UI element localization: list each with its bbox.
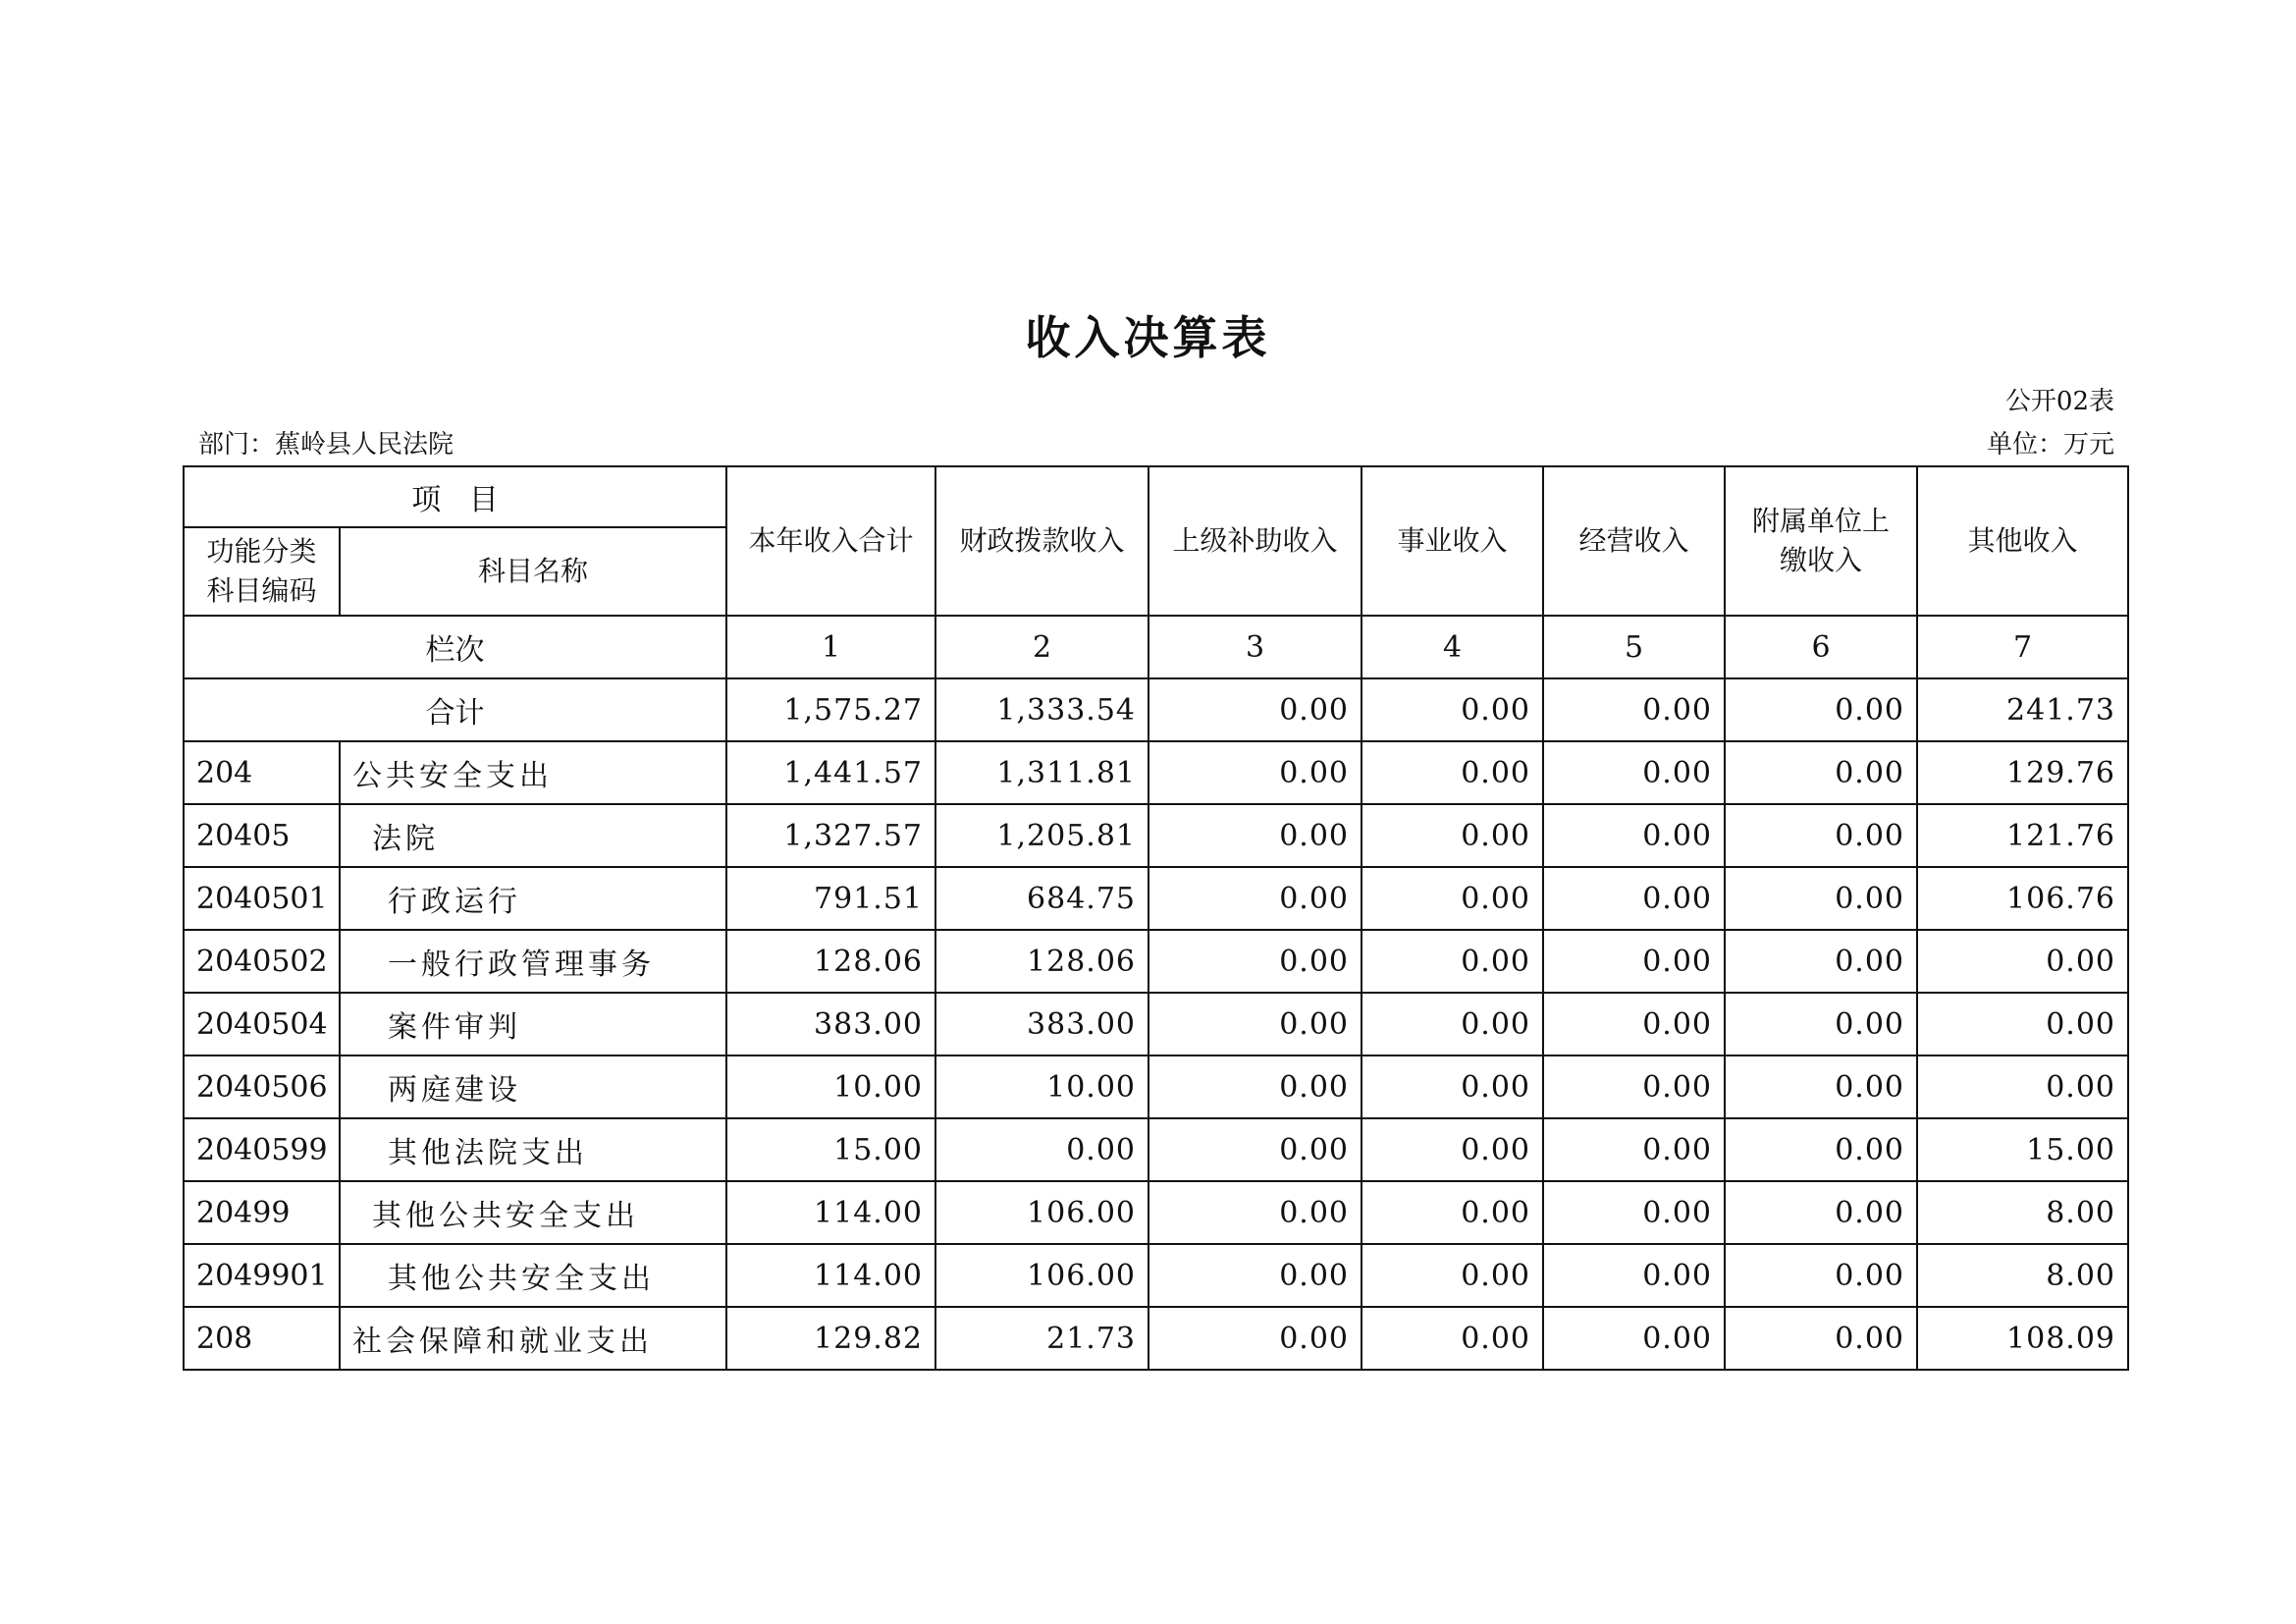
row-value: 1,327.57 <box>726 804 935 867</box>
row-value: 106.00 <box>935 1181 1148 1244</box>
column-index-4: 4 <box>1362 616 1543 678</box>
row-value: 108.09 <box>1917 1307 2128 1370</box>
table-row <box>184 867 2128 930</box>
row-value: 114.00 <box>726 1244 935 1307</box>
table-row <box>184 1181 2128 1244</box>
table-row <box>184 1118 2128 1181</box>
row-subject-name: 行政运行 <box>340 867 726 930</box>
row-value: 0.00 <box>1917 993 2128 1056</box>
row-code: 2040599 <box>184 1118 340 1181</box>
row-value: 15.00 <box>1917 1118 2128 1181</box>
row-subject-name: 其他法院支出 <box>340 1118 726 1181</box>
row-value: 121.76 <box>1917 804 2128 867</box>
header-col-6: 附属单位上缴收入 <box>1725 466 1917 616</box>
row-value: 0.00 <box>1362 1244 1543 1307</box>
row-value: 383.00 <box>935 993 1148 1056</box>
row-code: 2049901 <box>184 1244 340 1307</box>
row-value: 1,441.57 <box>726 741 935 804</box>
row-value: 383.00 <box>726 993 935 1056</box>
total-value: 0.00 <box>1148 678 1362 741</box>
row-value: 0.00 <box>1725 804 1917 867</box>
row-code: 2040504 <box>184 993 340 1056</box>
row-value: 0.00 <box>935 1118 1148 1181</box>
total-value: 0.00 <box>1362 678 1543 741</box>
header-col-1: 本年收入合计 <box>726 466 935 616</box>
column-index-3: 3 <box>1148 616 1362 678</box>
row-value: 0.00 <box>1543 741 1725 804</box>
row-code: 2040501 <box>184 867 340 930</box>
row-value: 10.00 <box>726 1056 935 1118</box>
row-code: 208 <box>184 1307 340 1370</box>
column-index-6: 6 <box>1725 616 1917 678</box>
row-subject-name: 其他公共安全支出 <box>340 1181 726 1244</box>
row-value: 0.00 <box>1543 1118 1725 1181</box>
row-subject-name: 其他公共安全支出 <box>340 1244 726 1307</box>
row-value: 0.00 <box>1725 1056 1917 1118</box>
row-value: 21.73 <box>935 1307 1148 1370</box>
row-value: 0.00 <box>1148 930 1362 993</box>
row-value: 0.00 <box>1362 1181 1543 1244</box>
unit-label: 单位：万元 <box>1986 430 2114 460</box>
total-value: 0.00 <box>1543 678 1725 741</box>
row-value: 0.00 <box>1148 1307 1362 1370</box>
row-code: 20499 <box>184 1181 340 1244</box>
row-value: 0.00 <box>1543 1181 1725 1244</box>
table-row <box>184 993 2128 1056</box>
row-value: 1,311.81 <box>935 741 1148 804</box>
row-value: 0.00 <box>1148 741 1362 804</box>
row-value: 128.06 <box>935 930 1148 993</box>
row-subject-name: 法院 <box>340 804 726 867</box>
total-value: 241.73 <box>1917 678 2128 741</box>
row-value: 0.00 <box>1543 993 1725 1056</box>
row-value: 0.00 <box>1917 1056 2128 1118</box>
row-value: 0.00 <box>1725 930 1917 993</box>
row-code: 20405 <box>184 804 340 867</box>
row-value: 791.51 <box>726 867 935 930</box>
row-value: 8.00 <box>1917 1244 2128 1307</box>
row-value: 0.00 <box>1362 1118 1543 1181</box>
row-value: 0.00 <box>1543 1244 1725 1307</box>
header-func-code: 功能分类科目编码 <box>184 527 340 616</box>
row-value: 0.00 <box>1543 1056 1725 1118</box>
row-value: 0.00 <box>1362 867 1543 930</box>
row-value: 8.00 <box>1917 1181 2128 1244</box>
row-value: 0.00 <box>1148 1118 1362 1181</box>
total-value: 1,575.27 <box>726 678 935 741</box>
column-index-7: 7 <box>1917 616 2128 678</box>
row-value: 15.00 <box>726 1118 935 1181</box>
row-value: 0.00 <box>1917 930 2128 993</box>
row-value: 0.00 <box>1725 867 1917 930</box>
column-index-label: 栏次 <box>184 616 726 678</box>
row-value: 0.00 <box>1725 741 1917 804</box>
row-value: 0.00 <box>1148 804 1362 867</box>
row-value: 0.00 <box>1148 993 1362 1056</box>
row-value: 129.82 <box>726 1307 935 1370</box>
row-value: 0.00 <box>1725 1118 1917 1181</box>
row-value: 0.00 <box>1148 1056 1362 1118</box>
row-value: 0.00 <box>1148 1244 1362 1307</box>
row-value: 0.00 <box>1725 1307 1917 1370</box>
total-value: 0.00 <box>1725 678 1917 741</box>
total-row <box>184 678 2128 741</box>
income-table <box>183 465 2129 1371</box>
row-value: 114.00 <box>726 1181 935 1244</box>
row-value: 0.00 <box>1362 993 1543 1056</box>
header-col-3: 上级补助收入 <box>1148 466 1362 616</box>
row-subject-name: 一般行政管理事务 <box>340 930 726 993</box>
row-value: 0.00 <box>1543 930 1725 993</box>
column-index-1: 1 <box>726 616 935 678</box>
row-value: 0.00 <box>1148 867 1362 930</box>
row-code: 204 <box>184 741 340 804</box>
table-row <box>184 1244 2128 1307</box>
row-value: 1,205.81 <box>935 804 1148 867</box>
table-row <box>184 804 2128 867</box>
row-subject-name: 社会保障和就业支出 <box>340 1307 726 1370</box>
header-col-4: 事业收入 <box>1362 466 1543 616</box>
form-number: 公开02表 <box>2004 387 2114 416</box>
row-value: 106.76 <box>1917 867 2128 930</box>
row-value: 0.00 <box>1543 804 1725 867</box>
row-value: 0.00 <box>1543 1307 1725 1370</box>
header-col-2: 财政拨款收入 <box>935 466 1148 616</box>
total-value: 1,333.54 <box>935 678 1148 741</box>
table-row <box>184 741 2128 804</box>
table-row <box>184 1307 2128 1370</box>
total-label: 合计 <box>184 678 726 741</box>
header-item: 项 目 <box>184 466 726 527</box>
row-value: 0.00 <box>1362 930 1543 993</box>
row-value: 0.00 <box>1362 1056 1543 1118</box>
row-value: 0.00 <box>1725 1244 1917 1307</box>
row-subject-name: 案件审判 <box>340 993 726 1056</box>
row-value: 10.00 <box>935 1056 1148 1118</box>
row-value: 0.00 <box>1725 1181 1917 1244</box>
row-value: 0.00 <box>1148 1181 1362 1244</box>
row-value: 0.00 <box>1362 804 1543 867</box>
table-row <box>184 1056 2128 1118</box>
row-subject-name: 两庭建设 <box>340 1056 726 1118</box>
column-index-5: 5 <box>1543 616 1725 678</box>
row-code: 2040502 <box>184 930 340 993</box>
page-title: 收入决算表 <box>1025 311 1271 364</box>
row-code: 2040506 <box>184 1056 340 1118</box>
row-value: 684.75 <box>935 867 1148 930</box>
header-subject-name: 科目名称 <box>340 527 726 616</box>
row-value: 128.06 <box>726 930 935 993</box>
header-col-7: 其他收入 <box>1917 466 2128 616</box>
row-value: 129.76 <box>1917 741 2128 804</box>
department-label: 部门：蕉岭县人民法院 <box>198 430 454 460</box>
table-row <box>184 930 2128 993</box>
row-value: 0.00 <box>1362 1307 1543 1370</box>
row-value: 0.00 <box>1725 993 1917 1056</box>
column-index-2: 2 <box>935 616 1148 678</box>
row-value: 106.00 <box>935 1244 1148 1307</box>
row-value: 0.00 <box>1362 741 1543 804</box>
row-value: 0.00 <box>1543 867 1725 930</box>
header-col-5: 经营收入 <box>1543 466 1725 616</box>
row-subject-name: 公共安全支出 <box>340 741 726 804</box>
